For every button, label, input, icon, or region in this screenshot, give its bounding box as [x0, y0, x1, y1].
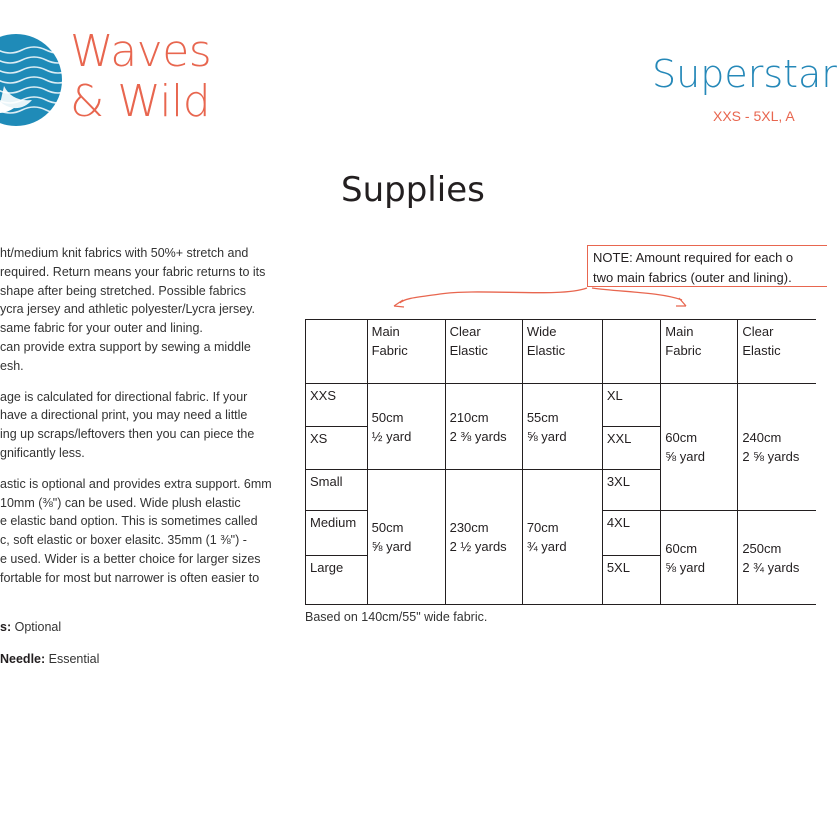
pattern-title: Superstar	[652, 52, 837, 96]
size-cell: Medium	[306, 511, 368, 556]
supply-item-value: Essential	[45, 652, 100, 667]
header-wide-elastic: Wide Elastic	[522, 320, 602, 384]
fabric-width-footnote: Based on 140cm/55" wide fabric.	[305, 610, 488, 624]
text-line: e elastic band option. This is sometimes called	[0, 514, 258, 529]
note-line-1: NOTE: Amount required for each o	[593, 250, 794, 265]
text-line: can provide extra support by sewing a middle	[0, 339, 251, 354]
text-line: e used. Wider is a better choice for larger sizes	[0, 551, 261, 566]
main-fabric-cell: 50cm ½ yard	[367, 384, 445, 470]
text-line: same fabric for your outer and lining.	[0, 321, 203, 336]
size-cell: XL	[602, 384, 660, 427]
header-clear-elastic: Clear Elastic	[738, 320, 816, 384]
brand-line-1: Waves	[70, 26, 212, 77]
text-line: c, soft elastic or boxer elasitc. 35mm (1 ⅜") -	[0, 533, 247, 548]
text-line: shape after being stretched. Possible fabrics	[0, 283, 246, 298]
curved-arrows-icon	[380, 270, 710, 320]
table-row	[306, 384, 817, 427]
size-cell: 4XL	[602, 511, 660, 556]
clear-elastic-cell: 210cm 2 ⅜ yards	[445, 384, 522, 470]
size-cell: Small	[306, 470, 368, 511]
header-main-fabric: Main Fabric	[367, 320, 445, 384]
elastic-paragraph	[0, 475, 300, 588]
text-line: fortable for most but narrower is often easier to	[0, 570, 260, 585]
yardage-paragraph	[0, 388, 300, 463]
clear-elastic-cell: 230cm 2 ½ yards	[445, 470, 522, 605]
text-line: ht/medium knit fabrics with 50%+ stretch and	[0, 246, 249, 260]
size-cell: 3XL	[602, 470, 660, 511]
text-line: ing up scraps/leftovers then you can piece the	[0, 427, 255, 442]
text-line: esh.	[0, 358, 24, 373]
section-heading: Supplies	[341, 170, 485, 210]
supply-item-label: s:	[0, 619, 12, 634]
text-line: ycra jersey and athletic polyester/Lycra jersey.	[0, 302, 255, 317]
header-cell-empty	[602, 320, 660, 384]
header-main-fabric: Main Fabric	[661, 320, 738, 384]
fabric-paragraph	[0, 244, 300, 376]
size-cell: Large	[306, 556, 368, 605]
clear-elastic-cell: 250cm 2 ¾ yards	[738, 511, 816, 605]
header-cell-empty	[306, 320, 368, 384]
size-cell: XS	[306, 427, 368, 470]
size-cell: XXS	[306, 384, 368, 427]
size-cell: XXL	[602, 427, 660, 470]
header-clear-elastic: Clear Elastic	[445, 320, 522, 384]
text-line: astic is optional and provides extra support. 6mm	[0, 476, 272, 491]
table-header-row	[306, 320, 817, 384]
supply-item-label: Needle:	[0, 652, 46, 667]
wide-elastic-cell: 70cm ¾ yard	[522, 470, 602, 605]
main-fabric-cell: 60cm ⅝ yard	[661, 384, 738, 511]
brand-line-2: & Wild	[70, 76, 211, 127]
main-fabric-cell: 60cm ⅝ yard	[661, 511, 738, 605]
supply-item	[0, 618, 300, 637]
wave-logo-icon	[0, 28, 64, 132]
main-fabric-cell: 50cm ⅝ yard	[367, 470, 445, 605]
text-line: have a directional print, you may need a little	[0, 408, 248, 423]
clear-elastic-cell: 240cm 2 ⅝ yards	[738, 384, 816, 511]
text-line: age is calculated for directional fabric. If your	[0, 389, 248, 404]
wide-elastic-cell: 55cm ⅝ yard	[522, 384, 602, 470]
text-line: gnificantly less.	[0, 445, 85, 460]
supplies-description	[0, 244, 300, 681]
text-line: 10mm (⅜") can be used. Wide plush elastic	[0, 495, 241, 510]
supply-item-value: Optional	[11, 619, 62, 634]
size-cell: 5XL	[602, 556, 660, 605]
supplies-table	[305, 319, 816, 605]
text-line: required. Return means your fabric returns to its	[0, 264, 266, 279]
note-line-2: two main fabrics (outer and lining).	[593, 270, 792, 285]
supply-item	[0, 650, 300, 669]
size-range-subtitle: XXS - 5XL, A	[713, 108, 795, 124]
brand-wordmark	[70, 26, 212, 130]
